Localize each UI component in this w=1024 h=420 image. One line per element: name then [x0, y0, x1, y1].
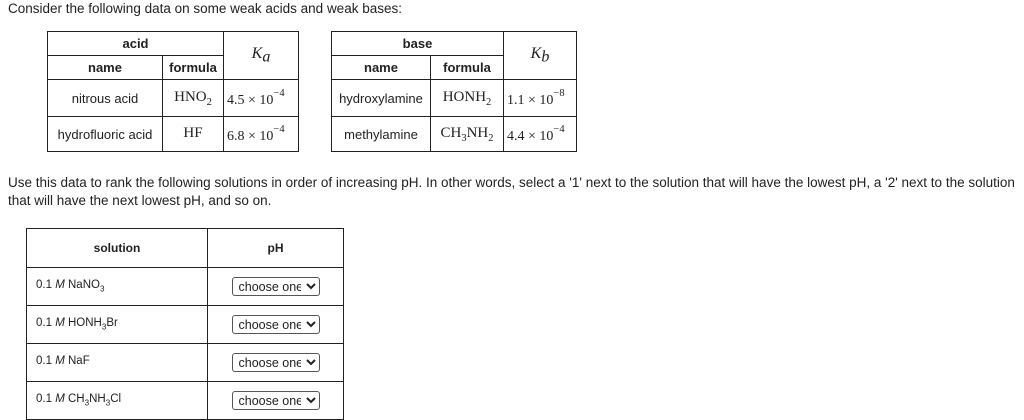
base-table [331, 31, 577, 152]
acid-ka-value: $4.5 \times 10^{-4}$ [224, 80, 299, 117]
solution-label: 0.1 M $HONH_3Br$ [27, 306, 208, 344]
instructions-text: Use this data to rank the following solutions in order of increasing pH. In other words, select a '1' next to the solution that will have the lowest pH, a '2' next to the solution that will have the next lowest pH, and so on. [8, 175, 1015, 208]
intro-text: Consider the following data on some weak acids and weak bases: [8, 1, 402, 16]
kb-header [504, 32, 577, 80]
ph-cell [208, 268, 344, 306]
base-kb-value: $4.4 \times 10^{-4}$ [504, 117, 577, 152]
ka-subscript: a [262, 48, 271, 66]
rank-select-honh3br[interactable] [232, 315, 320, 334]
acid-name: hydrofluoric acid [48, 117, 163, 152]
acid-ka-value: $6.8 \times 10^{-4}$ [224, 117, 299, 152]
base-name: methylamine [332, 117, 431, 152]
ph-cell [208, 344, 344, 382]
ka-symbol: K [251, 44, 263, 62]
solution-label: 0.1 M NaF [27, 344, 208, 382]
rank-select-nano3[interactable] [232, 277, 320, 296]
kb-symbol: K [530, 44, 542, 62]
ph-header: pH [208, 229, 344, 268]
kb-subscript: b [541, 48, 550, 66]
acid-group-header: acid [48, 32, 224, 56]
base-kb-value: $1.1 \times 10^{-8}$ [504, 80, 577, 117]
base-name: hydroxylamine [332, 80, 431, 117]
ka-header [224, 32, 299, 80]
acid-formula: $HNO_2$ [163, 80, 224, 117]
acid-formula: HF [163, 117, 224, 152]
base-formula: $CH_3NH_2$ [431, 117, 504, 152]
ph-cell [208, 306, 344, 344]
acid-formula-header: formula [163, 56, 224, 80]
acid-name: nitrous acid [48, 80, 163, 117]
base-group-header: base [332, 32, 504, 56]
ph-cell [208, 382, 344, 420]
base-name-header: name [332, 56, 431, 80]
ranking-table [26, 228, 344, 420]
acid-name-header: name [48, 56, 163, 80]
rank-select-ch3nh3cl[interactable] [232, 391, 320, 410]
base-formula: $HONH_2$ [431, 80, 504, 117]
base-formula-header: formula [431, 56, 504, 80]
solution-label: 0.1 M $CH_3NH_3Cl$ [27, 382, 208, 420]
rank-select-naf[interactable] [232, 353, 320, 372]
solution-label: 0.1 M NaNO$_3$ [27, 268, 208, 306]
solution-header: solution [27, 229, 208, 268]
acid-table [47, 31, 299, 152]
